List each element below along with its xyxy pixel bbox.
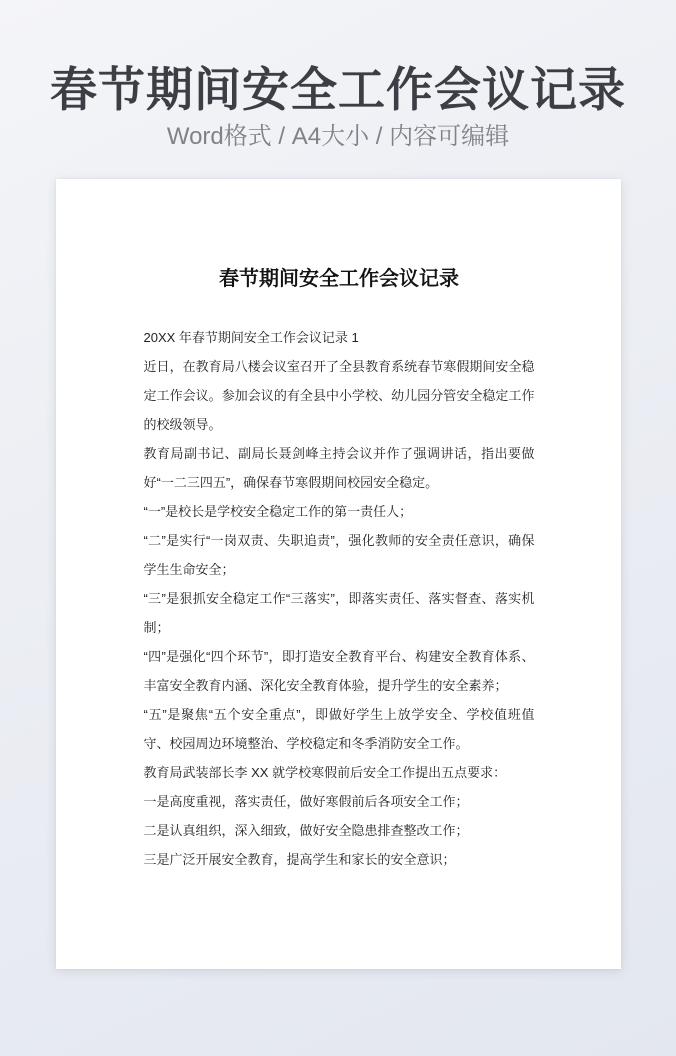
document-title: 春节期间安全工作会议记录 — [219, 268, 459, 290]
template-subtitle: Word格式 / A4大小 / 内容可编辑 — [166, 123, 510, 150]
document-paragraph: 二是认真组织，深入细致，做好安全隐患排查整改工作； — [143, 823, 469, 838]
template-header — [0, 0, 676, 150]
document-paragraph: “四”是强化“四个环节”，即打造安全教育平台、构建安全教育体系、丰富安全教育内涵、深化安全教育体验，提升学生的安全素养； — [143, 649, 535, 693]
document-paragraph: “五”是聚焦“五个安全重点”，即做好学生上放学安全、学校值班值守、校园周边环境整治、学校稳定和冬季消防安全工作。 — [143, 707, 535, 751]
document-paragraph: “三”是狠抓安全稳定工作“三落实”，即落实责任、落实督查、落实机制； — [143, 591, 535, 635]
document-page — [56, 179, 621, 969]
document-paragraph: “一”是校长是学校安全稳定工作的第一责任人； — [143, 504, 413, 519]
document-paragraph: 教育局武装部长李 XX 就学校寒假前后安全工作提出五点要求： — [143, 765, 507, 780]
document-paragraph: 三是广泛开展安全教育，提高学生和家长的安全意识； — [143, 852, 456, 867]
document-paragraph: 一是高度重视，落实责任，做好寒假前后各项安全工作； — [143, 794, 469, 809]
template-title: 春节期间安全工作会议记录 — [50, 63, 626, 116]
document-body — [144, 323, 535, 874]
document-paragraph: 教育局副书记、副局长聂剑峰主持会议并作了强调讲话，指出要做好“一二三四五”，确保春节寒假期间校园安全稳定。 — [143, 446, 535, 490]
document-paragraph: 近日，在教育局八楼会议室召开了全县教育系统春节寒假期间安全稳定工作会议。参加会议的有全县中小学校、幼儿园分管安全稳定工作的校级领导。 — [143, 359, 535, 432]
document-paragraph: 20XX 年春节期间安全工作会议记录 1 — [143, 330, 359, 345]
document-paragraph: “二”是实行“一岗双责、失职追责”，强化教师的安全责任意识，确保学生生命安全； — [143, 533, 535, 577]
